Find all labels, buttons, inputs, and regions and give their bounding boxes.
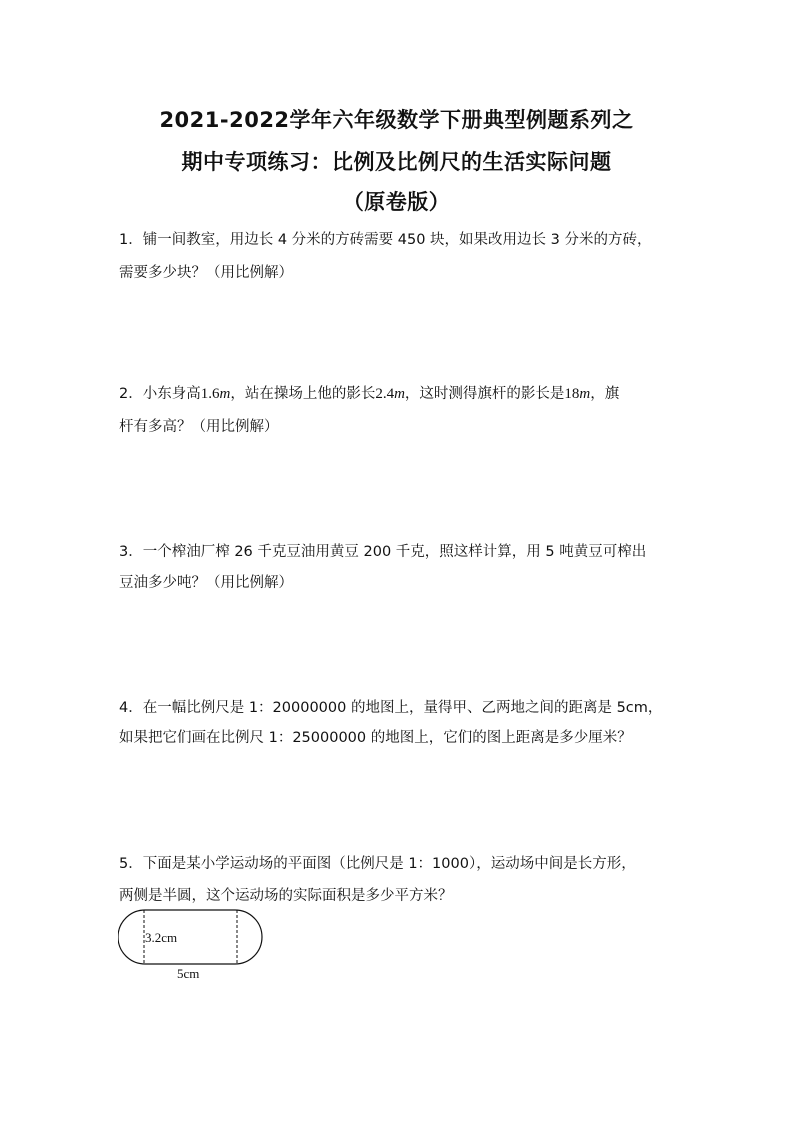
question-3-line-1: 3．一个榨油厂榨 26 千克豆油用黄豆 200 千克，照这样计算，用 5 吨黄豆可榨出	[119, 544, 647, 560]
unit-m: m	[579, 386, 591, 402]
question-2-text-a: 2．小东身高	[119, 386, 201, 402]
question-4-line-1: 4．在一幅比例尺是 1：20000000 的地图上，量得甲、乙两地之间的距离是 5cm，	[119, 700, 663, 716]
question-2-line-1	[119, 382, 619, 403]
question-5-line-2: 两侧是半圆，这个运动场的实际面积是多少平方米？	[119, 888, 453, 904]
document-title-line-1: 2021-2022学年六年级数学下册典型例题系列之	[159, 108, 634, 132]
question-2-line-2: 杆有多高？（用比例解）	[119, 419, 279, 435]
question-1-line-2: 需要多少块？（用比例解）	[119, 265, 293, 281]
shadow-value	[375, 386, 405, 402]
question-2-text-b: ，站在操场上他的影长	[230, 386, 376, 402]
question-5-line-1: 5．下面是某小学运动场的平面图（比例尺是 1：1000），运动场中间是长方形，	[119, 856, 636, 872]
question-2-text-d: ，旗	[590, 386, 620, 402]
width-label: 3.2cm	[145, 930, 178, 945]
document-title-line-3: （原卷版）	[342, 190, 451, 214]
pole-shadow-value	[564, 386, 590, 402]
question-4-line-2: 如果把它们画在比例尺 1：25000000 的地图上，它们的图上距离是多少厘米？	[119, 730, 632, 746]
length-label: 5cm	[177, 966, 200, 981]
unit-m: m	[219, 386, 231, 402]
pole-shadow-number: 18	[564, 386, 580, 402]
sports-field-diagram	[118, 906, 268, 990]
question-2-text-c: ，这时测得旗杆的影长是	[404, 386, 565, 402]
question-1-line-1: 1．铺一间教室，用边长 4 分米的方砖需要 450 块，如果改用边长 3 分米的方砖，	[119, 232, 652, 248]
unit-m: m	[394, 386, 405, 402]
height-number: 1.6	[200, 386, 220, 402]
document-title-line-2: 期中专项练习：比例及比例尺的生活实际问题	[181, 150, 612, 174]
question-3-line-2: 豆油多少吨？（用比例解）	[119, 575, 293, 591]
height-value	[201, 386, 231, 402]
shadow-number: 2.4	[375, 386, 395, 402]
